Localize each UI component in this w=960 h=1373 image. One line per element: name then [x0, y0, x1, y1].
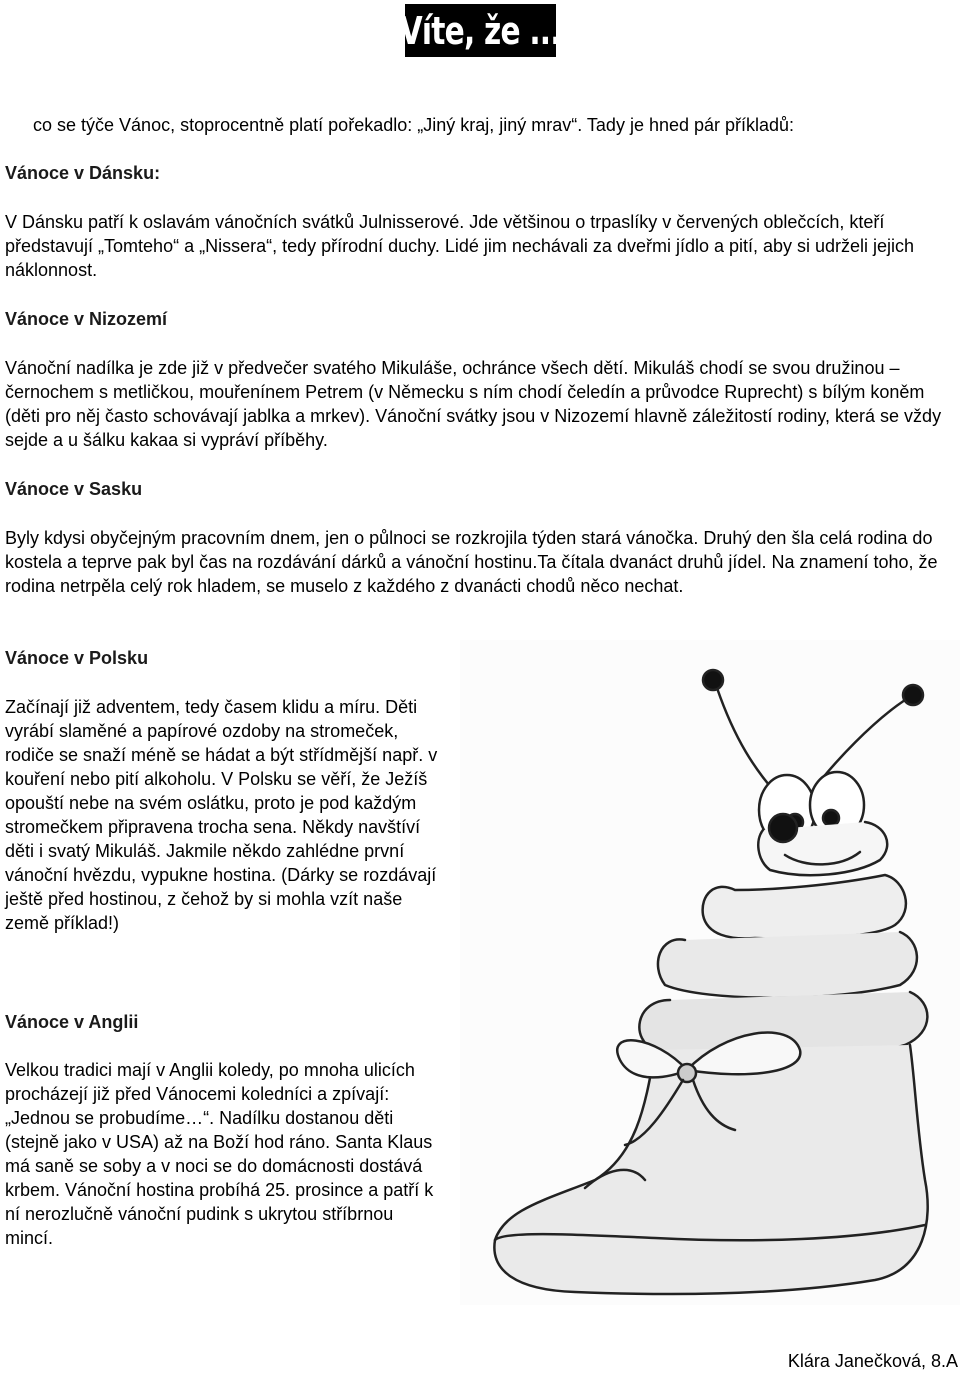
text-denmark: V Dánsku patří k oslavám vánočních svátků Julnisserové. Jde většinou o trpaslíky v červených oblečcích, kteří představují „Tomteho“ a „Nissera“, tedy přírodní duchy. Lidé jim nechávali za dveřmi jídlo a pití, aby si udrželi jejich náklonnost.	[5, 212, 915, 280]
nose	[769, 814, 797, 842]
page-title-text: Víte, že ...	[399, 8, 562, 53]
left-antenna-ball	[703, 670, 723, 690]
text-netherlands: Vánoční nadílka je zde již v předvečer svatého Mikuláše, ochránce všech dětí. Mikuláš chodí se svou družinou – černochem s metličkou, mouřenínem Petrem (v Německu s ním chodí čeledín a průvodce Ruprecht) s bílým koněm (děti pro něj často schovávají jablka a mrkev). Vánoční svátky jsou v Nizozemí hlavně záležitostí rodiny, která se vždy sejde a u šálku kakaa si vypráví příběhy.	[5, 358, 942, 450]
heading-denmark: Vánoce v Dánsku:	[5, 163, 161, 183]
intro-text: co se týče Vánoc, stoprocentně platí pořekadlo: „Jiný kraj, jiný mrav“. Tady je hned pár příkladů:	[33, 115, 795, 135]
right-antenna-ball	[903, 685, 923, 705]
heading-poland: Vánoce v Polsku	[5, 648, 149, 668]
author-signature: Klára Janečková, 8.A	[787, 1351, 958, 1371]
text-saxony: Byly kdysi obyčejným pracovním dnem, jen o půlnoci se rozkrojila týden stará vánočka. Druhý den šla celá rodina do kostela a teprve pak byl čas na rozdávání dárků a vánoční hostinu.Ta čítala dvanáct druhů jídel. Na znamení toho, že rodina netrpěla celý rok hladem, se muselo z každého z dvanácti chodů něco nechat.	[5, 528, 938, 596]
text-england: Velkou tradici mají v Anglii koledy, po mnoha ulicích procházejí již před Vánocemi koledníci a zpívají: „Jednou se probudíme…“. Nadílku dostanou děti (stejně jako v USA) až na Boží hod ráno. Santa Klaus má saně se soby a v noci se do domácnosti dostává krbem. Vánoční hostina probíhá 25. prosince a patří k ní nerozlučně vánoční pudink s ukrytou stříbrnou mincí.	[5, 1060, 434, 1248]
heading-england: Vánoce v Anglii	[5, 1012, 139, 1032]
text-poland: Začínají již adventem, tedy časem klidu a míru. Děti vyrábí slaměné a papírové ozdoby na stromeček, rodiče se snaží méně se hádat a být střídmější např. v kouření nebo pití alkoholu. V Polsku se věří, že Ježíš opouští nebe na svém oslátku, proto je pod každým stromečkem připravena trocha sena. Někdy navštíví děti i svatý Mikuláš. Jakmile někdo zahlédne první vánoční hvězdu, vypukne hostina. (Dárky se rozdávají ještě před hostinou, z čehož by si mohla vzít naše země příklad!)	[5, 697, 438, 933]
roll-middle	[658, 932, 917, 998]
heading-saxony: Vánoce v Sasku	[5, 479, 143, 499]
page-title	[399, 4, 562, 57]
heading-netherlands: Vánoce v Nizozemí	[5, 309, 168, 329]
boot-illustration	[455, 640, 960, 1305]
right-pupil	[823, 810, 839, 826]
